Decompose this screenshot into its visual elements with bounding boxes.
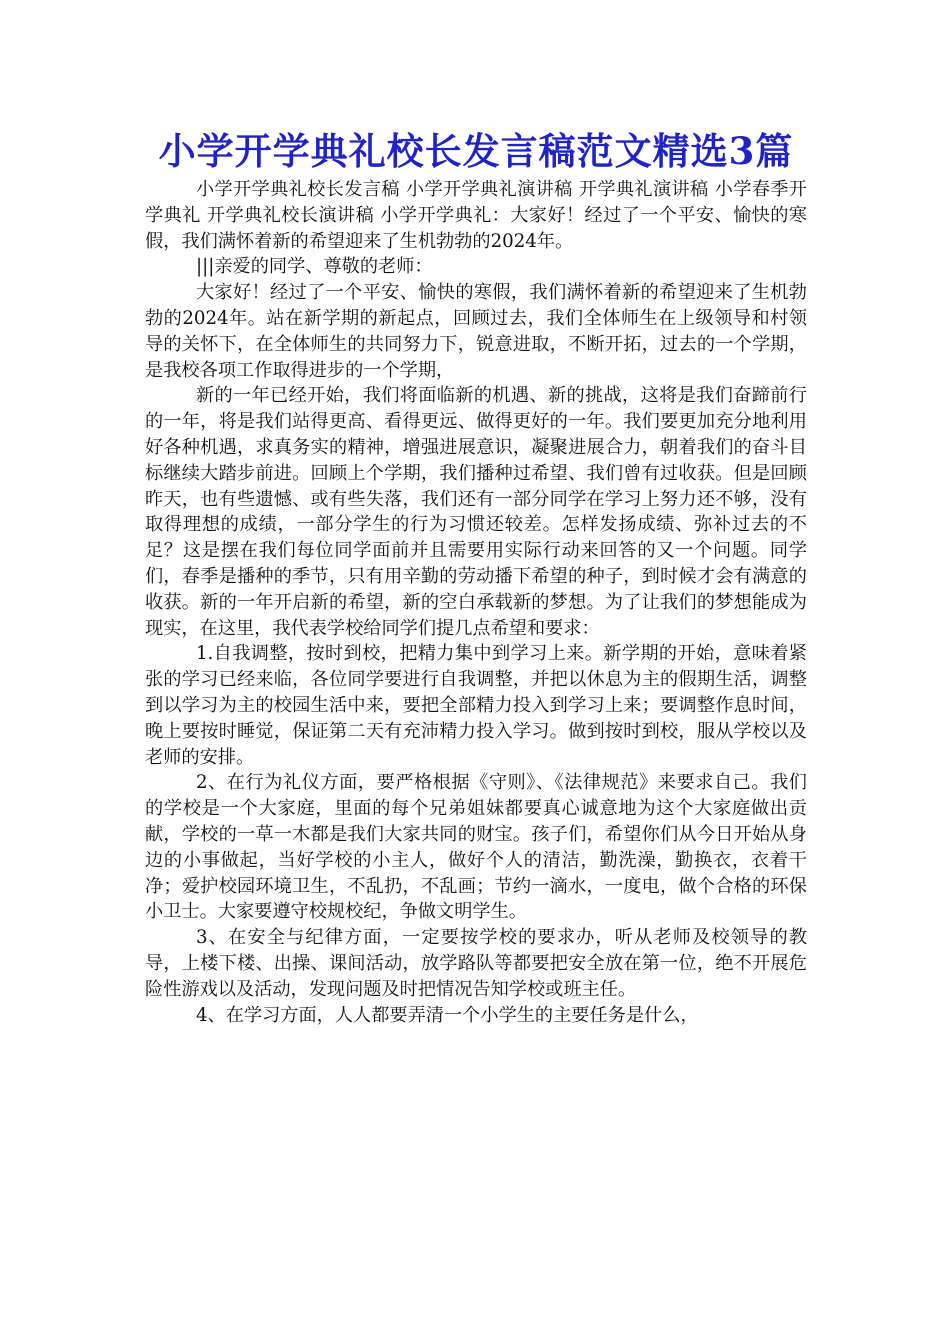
paragraph-point-1: 1.自我调整，按时到校，把精力集中到学习上来。新学期的开始，意味着紧张的学习已经来临，各位同学要进行自我调整，并把以休息为主的假期生活，调整到以学习为主的校园生活中来，要把全部精力投入到学习上来；要调整作息时间，晚上要按时睡觉，保证第二天有充沛精力投入学习。做到按时到校，服从学校以及老师的安排。: [145, 643, 807, 768]
paragraph-salutation: |||亲爱的同学、尊敬的老师：: [195, 256, 433, 278]
paragraph-point-4: 4、在学习方面，人人都要弄清一个小学生的主要任务是什么，: [195, 1004, 699, 1026]
document-title: 小学开学典礼校长发言稿范文精选3篇: [158, 129, 794, 173]
paragraph-new-year: 新的一年已经开始，我们将面临新的机遇、新的挑战，这将是我们奋蹄前行的一年，将是我们站得更高、看得更远、做得更好的一年。我们要更加充分地利用好各种机遇，求真务实的精神，增强进展意识，凝聚进展合力，朝着我们的奋斗目标继续大踏步前进。回顾上个学期，我们播种过希望、我们曾有过收获。但是回顾昨天，也有些遗憾、或有些失落，我们还有一部分同学在学习上努力还不够，没有取得理想的成绩，一部分学生的行为习惯还较差。怎样发扬成绩、弥补过去的不足？这是摆在我们每位同学面前并且需要用实际行动来回答的又一个问题。同学们，春季是播种的季节，只有用辛勤的劳动播下希望的种子，到时候才会有满意的收获。新的一年开启新的希望，新的空白承载新的梦想。为了让我们的梦想能成为现实，在这里，我代表学校给同学们提几点希望和要求：: [145, 385, 807, 639]
paragraph-intro: 小学开学典礼校长发言稿 小学开学典礼演讲稿 开学典礼演讲稿 小学春季开学典礼 开学典礼校长演讲稿 小学开学典礼：大家好！经过了一个平安、愉快的寒假，我们满怀着新的希望迎来了生机勃勃的2024年。: [145, 179, 807, 252]
document-page: [145, 128, 807, 1028]
document-body: [145, 177, 807, 1028]
paragraph-point-3: 3、在安全与纪律方面，一定要按学校的要求办，听从老师及校领导的教导，上楼下楼、出操、课间活动，放学路队等都要把安全放在第一位，绝不开展危险性游戏以及活动，发现问题及时把情况告知学校或班主任。: [145, 927, 807, 1000]
paragraph-greeting: 大家好！经过了一个平安、愉快的寒假，我们满怀着新的希望迎来了生机勃勃的2024年。站在新学期的新起点，回顾过去，我们全体师生在上级领导和村领导的关怀下，在全体师生的共同努力下，锐意进取，不断开拓，过去的一个学期，是我校各项工作取得进步的一个学期，: [145, 282, 807, 381]
paragraph-point-2: 2、在行为礼仪方面，要严格根据《守则》、《法律规范》来要求自己。我们的学校是一个大家庭，里面的每个兄弟姐妹都要真心诚意地为这个大家庭做出贡献，学校的一草一木都是我们大家共同的财宝。孩子们，希望你们从今日开始从身边的小事做起，当好学校的小主人，做好个人的清洁，勤洗澡，勤换衣，衣着干净；爱护校园环境卫生，不乱扔，不乱画；节约一滴水，一度电，做个合格的环保小卫士。大家要遵守校规校纪，争做文明学生。: [145, 772, 807, 923]
